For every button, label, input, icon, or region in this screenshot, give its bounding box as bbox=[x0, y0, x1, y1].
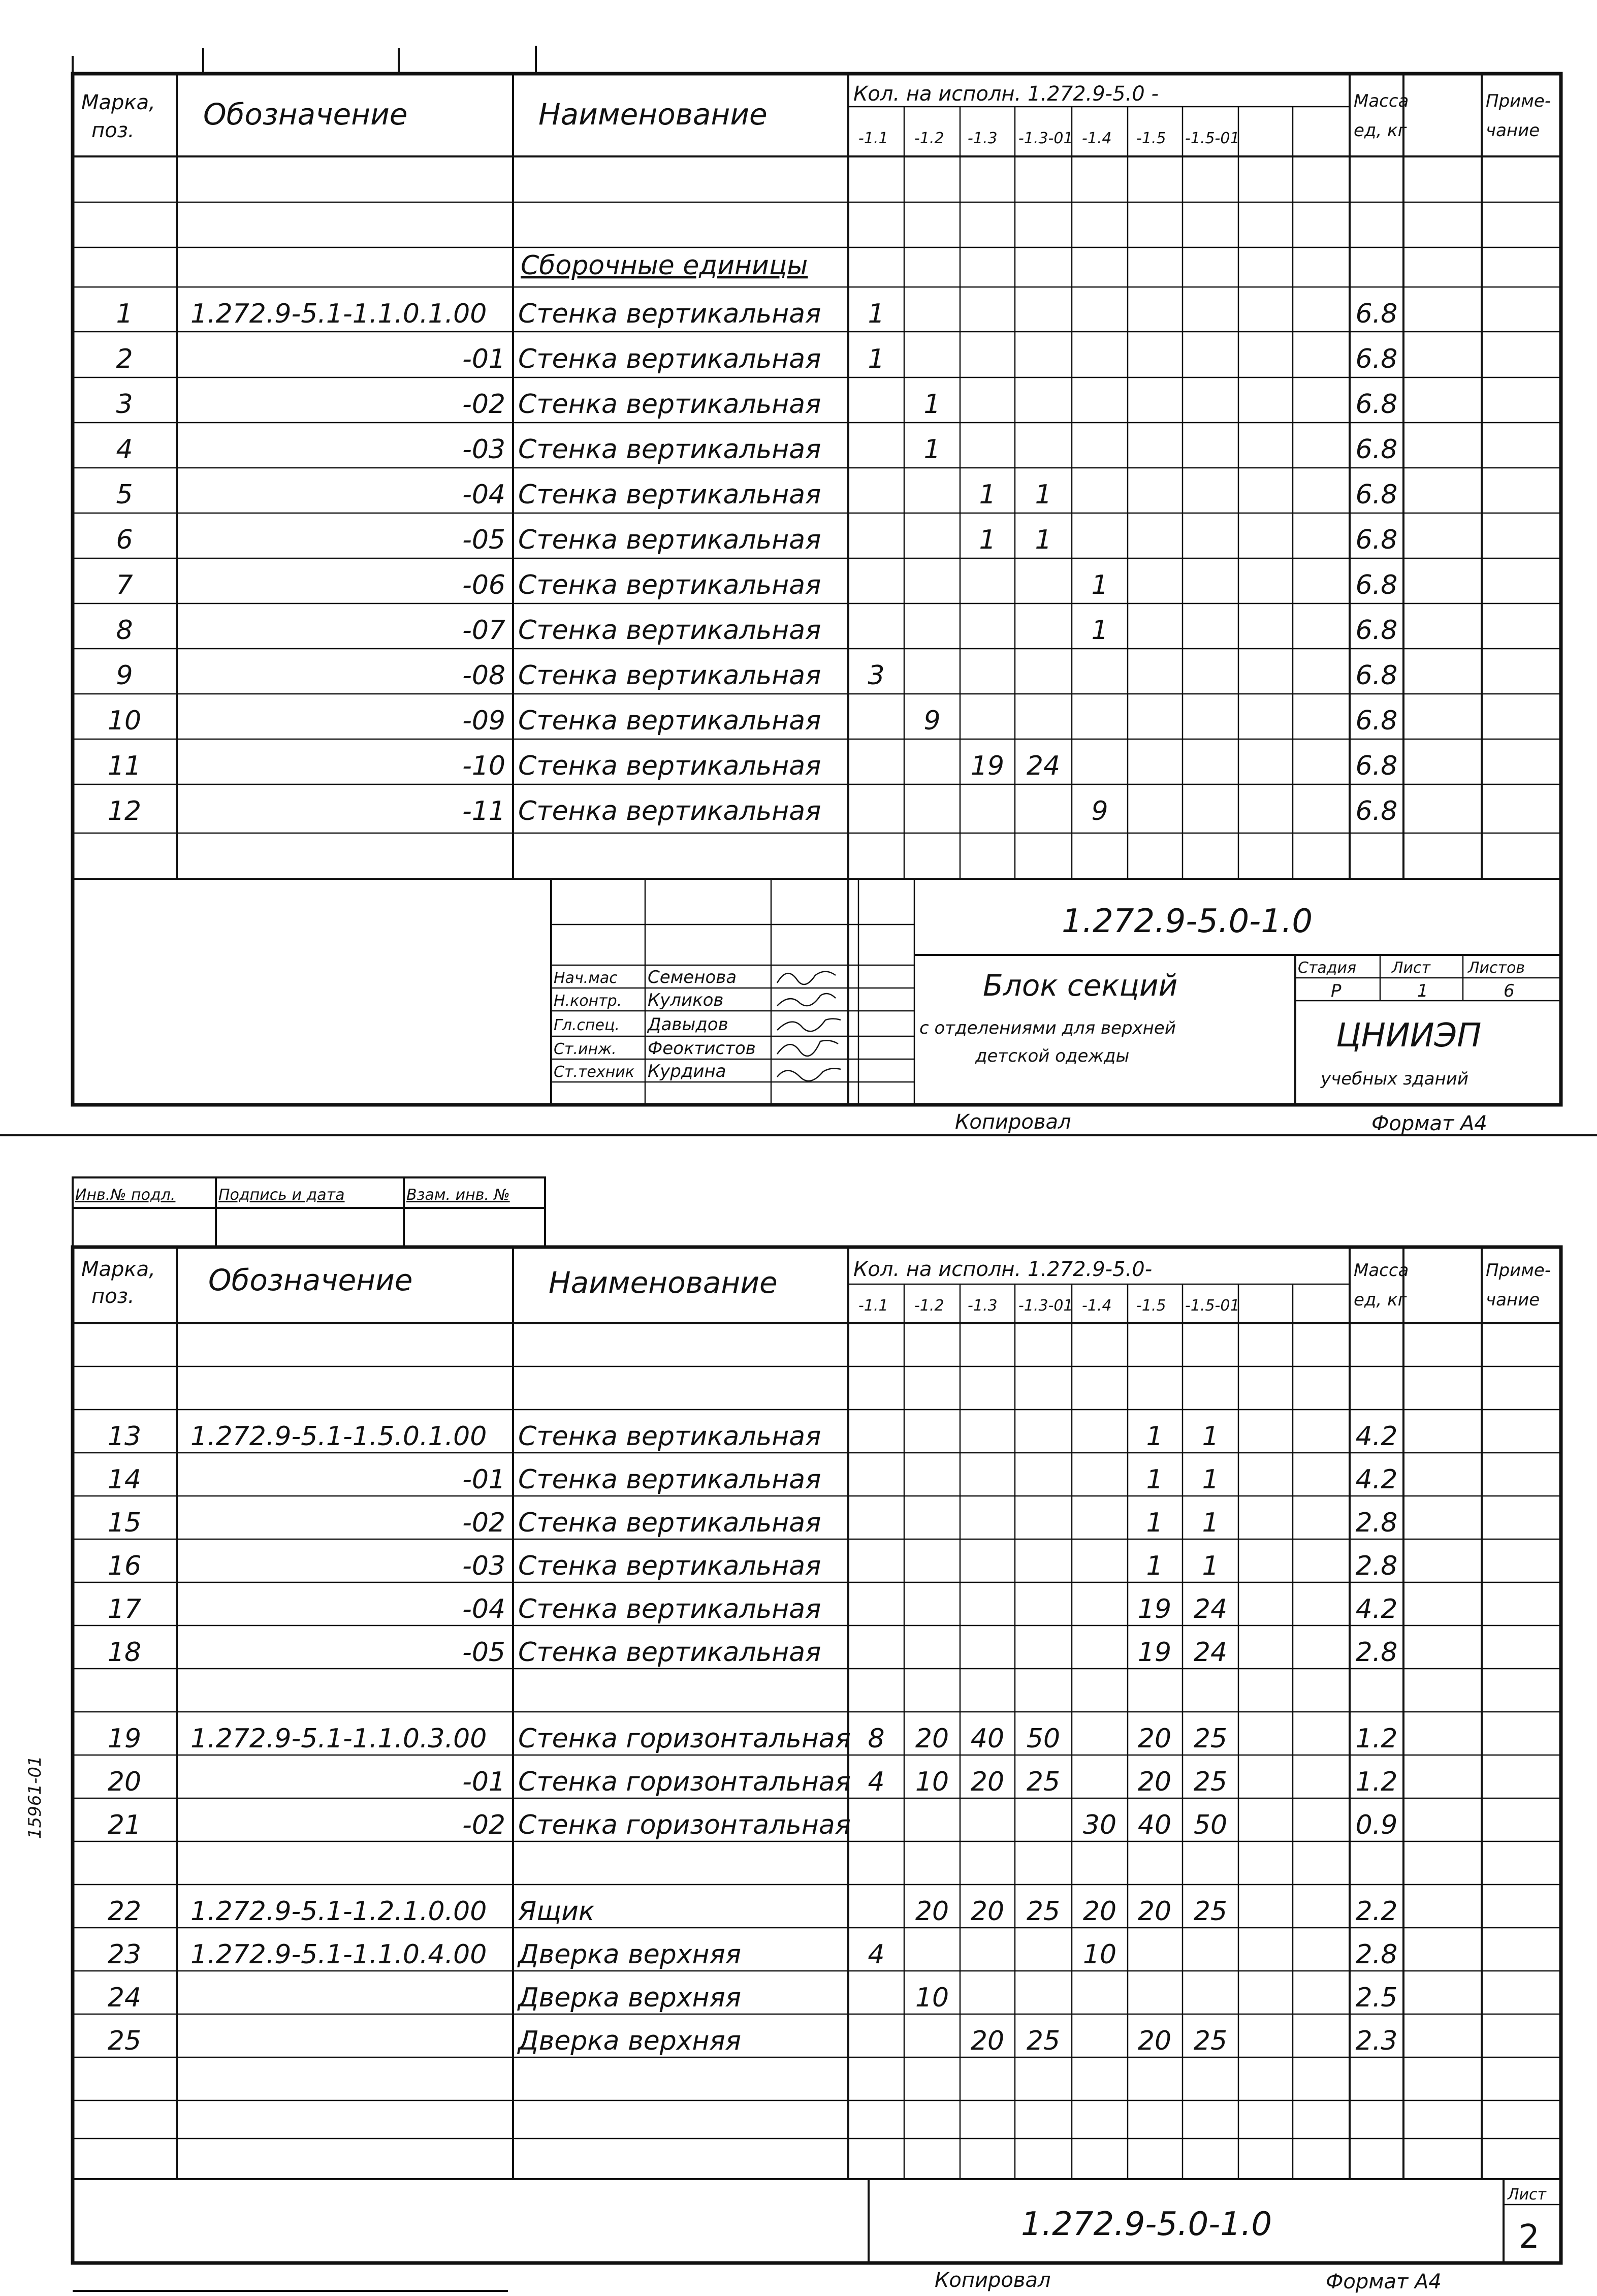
variant-label: -1.4 bbox=[1082, 1297, 1112, 1315]
row-pos: 25 bbox=[107, 2026, 142, 2056]
row-pos: 15 bbox=[107, 1508, 142, 1538]
sheet-label: Лист bbox=[1392, 959, 1431, 977]
row-designation: -01 bbox=[462, 1767, 505, 1797]
row-mass: 6.8 bbox=[1355, 389, 1398, 420]
row-qty: 19 bbox=[970, 751, 1005, 781]
row-mass: 2.8 bbox=[1355, 1637, 1398, 1668]
doc-code: 1.272.9-5.0-1.0 bbox=[1021, 2206, 1272, 2243]
row-qty: 50 bbox=[1026, 1724, 1061, 1754]
row-designation: -03 bbox=[462, 434, 505, 465]
row-qty: 1 bbox=[923, 389, 941, 420]
row-designation: -06 bbox=[462, 570, 505, 600]
doc-code: 1.272.9-5.0-1.0 bbox=[1062, 903, 1313, 940]
row-name: Стенка вертикальная bbox=[518, 796, 821, 826]
row-name: Дверка верхняя bbox=[518, 1939, 742, 1970]
designation-label: Обозначение bbox=[203, 97, 408, 132]
signer-name: Давыдов bbox=[648, 1014, 728, 1035]
row-qty: 1 bbox=[979, 525, 996, 555]
format-label: Формат А4 bbox=[1371, 1112, 1487, 1135]
row-qty: 24 bbox=[1193, 1594, 1228, 1624]
row-designation: 1.272.9-5.1-1.5.0.1.00 bbox=[190, 1421, 487, 1452]
row-mass: 2.5 bbox=[1355, 1983, 1398, 2013]
row-designation: -05 bbox=[462, 1637, 505, 1668]
row-designation: -04 bbox=[462, 480, 505, 510]
row-qty: 25 bbox=[1193, 2026, 1228, 2056]
row-name: Стенка вертикальная bbox=[518, 1551, 821, 1581]
row-mass: 6.8 bbox=[1355, 299, 1398, 329]
designation-label: Обозначение bbox=[208, 1263, 413, 1297]
row-mass: 6.8 bbox=[1355, 796, 1398, 826]
format-label: Формат А4 bbox=[1326, 2270, 1442, 2293]
row-qty: 1 bbox=[979, 480, 996, 510]
row-mass: 6.8 bbox=[1355, 751, 1398, 781]
row-mass: 4.2 bbox=[1355, 1464, 1398, 1495]
row-qty: 1 bbox=[923, 434, 941, 465]
row-qty: 25 bbox=[1026, 1767, 1061, 1797]
row-qty: 40 bbox=[970, 1724, 1005, 1754]
approval-stamp bbox=[73, 1177, 545, 1247]
row-mass: 4.2 bbox=[1355, 1421, 1398, 1452]
signer-name: Курдина bbox=[648, 1061, 726, 1081]
role-label: Нач.мас bbox=[554, 969, 618, 987]
title-line-1: Блок секций bbox=[983, 968, 1178, 1003]
row-mass: 0.9 bbox=[1355, 1810, 1398, 1840]
row-pos: 22 bbox=[107, 1896, 142, 1927]
row-pos: 23 bbox=[107, 1939, 142, 1970]
row-name: Стенка вертикальная bbox=[518, 1508, 821, 1538]
row-mass: 1.2 bbox=[1355, 1724, 1398, 1754]
variant-label: -1.2 bbox=[914, 130, 944, 147]
stage-value: Р bbox=[1331, 981, 1342, 1001]
row-designation: 1.272.9-5.1-1.1.0.1.00 bbox=[190, 299, 487, 329]
sign-date-label: Подпись и дата bbox=[218, 1186, 345, 1204]
row-name: Стенка вертикальная bbox=[518, 1637, 821, 1668]
row-qty: 20 bbox=[915, 1896, 949, 1927]
sheet-2-header bbox=[73, 1247, 1561, 2179]
inv-label: Инв.№ подл. bbox=[75, 1186, 176, 1204]
row-qty: 10 bbox=[1082, 1939, 1117, 1970]
title-line-2: с отделениями для верхней bbox=[919, 1018, 1176, 1038]
row-qty: 25 bbox=[1193, 1896, 1228, 1927]
sheet-value: 1 bbox=[1417, 981, 1428, 1001]
row-pos: 16 bbox=[107, 1551, 142, 1581]
row-name: Стенка горизонтальная bbox=[518, 1724, 851, 1754]
variant-label: -1.5-01 bbox=[1185, 130, 1240, 147]
org-name: ЦНИИЭП bbox=[1336, 1017, 1482, 1055]
row-qty: 25 bbox=[1026, 1896, 1061, 1927]
row-name: Стенка вертикальная bbox=[518, 434, 821, 465]
row-name: Ящик bbox=[518, 1896, 595, 1927]
row-name: Стенка горизонтальная bbox=[518, 1767, 851, 1797]
row-designation: -11 bbox=[462, 796, 505, 826]
row-pos: 8 bbox=[116, 615, 133, 646]
row-pos: 4 bbox=[116, 434, 133, 465]
row-qty: 1 bbox=[1146, 1508, 1163, 1538]
row-pos: 2 bbox=[116, 344, 133, 374]
row-mass: 6.8 bbox=[1355, 706, 1398, 736]
row-mass: 6.8 bbox=[1355, 570, 1398, 600]
row-qty: 25 bbox=[1193, 1767, 1228, 1797]
note-label: Приме- bbox=[1486, 1260, 1551, 1281]
copied-label: Копировал bbox=[935, 2269, 1051, 2292]
row-qty: 1 bbox=[1202, 1421, 1219, 1452]
variant-label: -1.3-01 bbox=[1018, 1297, 1073, 1315]
variant-label: -1.2 bbox=[914, 1297, 944, 1315]
note-label-2: чание bbox=[1486, 120, 1540, 141]
row-designation: -04 bbox=[462, 1594, 505, 1624]
row-qty: 25 bbox=[1193, 1724, 1228, 1754]
row-qty: 20 bbox=[1082, 1896, 1117, 1927]
role-label: Ст.инж. bbox=[554, 1040, 617, 1058]
row-qty: 30 bbox=[1082, 1810, 1117, 1840]
row-name: Дверка верхняя bbox=[518, 2026, 742, 2056]
row-qty: 19 bbox=[1137, 1637, 1172, 1668]
row-qty: 20 bbox=[1137, 1724, 1172, 1754]
row-pos: 14 bbox=[107, 1464, 142, 1495]
row-designation: -08 bbox=[462, 660, 505, 691]
note-label-2: чание bbox=[1486, 1290, 1540, 1310]
row-designation: -10 bbox=[462, 751, 505, 781]
row-designation: 1.272.9-5.1-1.1.0.3.00 bbox=[190, 1724, 487, 1754]
row-qty: 10 bbox=[915, 1767, 949, 1797]
row-qty: 1 bbox=[1202, 1551, 1219, 1581]
row-qty: 50 bbox=[1193, 1810, 1228, 1840]
row-qty: 20 bbox=[1137, 1896, 1172, 1927]
row-qty: 20 bbox=[915, 1724, 949, 1754]
row-qty: 20 bbox=[970, 1767, 1005, 1797]
variant-label: -1.3 bbox=[968, 130, 998, 147]
sheet-2-rows bbox=[108, 1421, 1397, 2056]
row-name: Стенка вертикальная bbox=[518, 389, 821, 420]
row-qty: 1 bbox=[1035, 525, 1052, 555]
org-subname: учебных зданий bbox=[1321, 1069, 1468, 1089]
sheets-label: Листов bbox=[1468, 959, 1525, 977]
row-pos: 12 bbox=[107, 796, 142, 826]
mass-label: Масса bbox=[1354, 1260, 1409, 1281]
row-pos: 20 bbox=[107, 1767, 142, 1797]
qty-label: Кол. на исполн. 1.272.9-5.0 - bbox=[853, 82, 1159, 106]
row-qty: 1 bbox=[1146, 1421, 1163, 1452]
row-qty: 1 bbox=[1146, 1551, 1163, 1581]
row-name: Стенка вертикальная bbox=[518, 751, 821, 781]
mass-unit-label: ед, кг bbox=[1354, 120, 1407, 141]
row-mass: 6.8 bbox=[1355, 660, 1398, 691]
row-qty: 40 bbox=[1137, 1810, 1172, 1840]
role-label: Н.контр. bbox=[554, 992, 622, 1010]
row-mass: 6.8 bbox=[1355, 480, 1398, 510]
row-mass: 2.3 bbox=[1355, 2026, 1398, 2056]
row-pos: 5 bbox=[116, 480, 133, 510]
row-mass: 1.2 bbox=[1355, 1767, 1398, 1797]
row-mass: 6.8 bbox=[1355, 615, 1398, 646]
row-name: Стенка вертикальная bbox=[518, 706, 821, 736]
row-mass: 2.2 bbox=[1355, 1896, 1398, 1927]
row-qty: 1 bbox=[868, 299, 885, 329]
variant-label: -1.1 bbox=[858, 130, 888, 147]
row-qty: 19 bbox=[1137, 1594, 1172, 1624]
row-qty: 9 bbox=[1091, 796, 1108, 826]
row-qty: 9 bbox=[923, 706, 941, 736]
sheet-2 bbox=[25, 1177, 1561, 2293]
row-qty: 8 bbox=[868, 1724, 885, 1754]
mass-label: Масса bbox=[1354, 91, 1409, 111]
row-qty: 1 bbox=[1091, 615, 1108, 646]
sheet-label: Лист bbox=[1508, 2186, 1547, 2204]
row-name: Стенка вертикальная bbox=[518, 660, 821, 691]
section-title: Сборочные единицы bbox=[521, 250, 808, 281]
sheets-value: 6 bbox=[1504, 981, 1515, 1001]
row-pos: 6 bbox=[116, 525, 133, 555]
row-qty: 4 bbox=[868, 1767, 885, 1797]
row-qty: 25 bbox=[1026, 2026, 1061, 2056]
row-qty: 24 bbox=[1193, 1637, 1228, 1668]
exchange-label: Взам. инв. № bbox=[406, 1186, 510, 1204]
pos-label: поз. bbox=[91, 1285, 135, 1308]
variant-label: -1.5-01 bbox=[1185, 1297, 1240, 1315]
row-designation: -01 bbox=[462, 1464, 505, 1495]
row-name: Стенка вертикальная bbox=[518, 1594, 821, 1624]
row-pos: 17 bbox=[107, 1594, 142, 1624]
row-name: Стенка вертикальная bbox=[518, 570, 821, 600]
mass-unit-label: ед, кг bbox=[1354, 1290, 1407, 1310]
row-pos: 13 bbox=[107, 1421, 142, 1452]
signer-name: Куликов bbox=[648, 990, 724, 1010]
row-qty: 20 bbox=[970, 1896, 1005, 1927]
title-line-3: детской одежды bbox=[975, 1046, 1130, 1066]
variant-label: -1.1 bbox=[858, 1297, 888, 1315]
pos-label: поз. bbox=[91, 119, 135, 142]
name-label: Наименование bbox=[538, 97, 768, 132]
copied-label: Копировал bbox=[955, 1110, 1071, 1134]
name-label: Наименование bbox=[549, 1265, 778, 1300]
row-name: Стенка вертикальная bbox=[518, 1464, 821, 1495]
row-name: Стенка вертикальная bbox=[518, 344, 821, 374]
signer-name: Феоктистов bbox=[648, 1038, 756, 1059]
row-pos: 19 bbox=[107, 1724, 142, 1754]
row-mass: 2.8 bbox=[1355, 1551, 1398, 1581]
row-name: Стенка вертикальная bbox=[518, 525, 821, 555]
row-name: Стенка вертикальная bbox=[518, 1421, 821, 1452]
signer-name: Семенова bbox=[648, 967, 737, 987]
sheet-1-title-block bbox=[551, 879, 1561, 1105]
row-designation: -05 bbox=[462, 525, 505, 555]
row-qty: 20 bbox=[1137, 2026, 1172, 2056]
row-pos: 24 bbox=[107, 1983, 142, 2013]
row-designation: -02 bbox=[462, 1508, 505, 1538]
row-name: Стенка горизонтальная bbox=[518, 1810, 851, 1840]
row-mass: 2.8 bbox=[1355, 1939, 1398, 1970]
row-designation: -09 bbox=[462, 706, 505, 736]
row-designation: -03 bbox=[462, 1551, 505, 1581]
row-designation: 1.272.9-5.1-1.1.0.4.00 bbox=[190, 1939, 487, 1970]
row-qty: 4 bbox=[868, 1939, 885, 1970]
sheet-2-title-block bbox=[869, 2179, 1561, 2263]
mark-label: Марка, bbox=[81, 91, 155, 114]
row-pos: 18 bbox=[107, 1637, 142, 1668]
row-designation: -02 bbox=[462, 389, 505, 420]
row-mass: 6.8 bbox=[1355, 434, 1398, 465]
row-qty: 3 bbox=[868, 660, 885, 691]
row-qty: 1 bbox=[1035, 480, 1052, 510]
variant-label: -1.4 bbox=[1082, 130, 1112, 147]
role-label: Ст.техник bbox=[554, 1063, 634, 1081]
row-designation: 1.272.9-5.1-1.2.1.0.00 bbox=[190, 1896, 487, 1927]
row-qty: 1 bbox=[1091, 570, 1108, 600]
variant-label: -1.5 bbox=[1136, 1297, 1166, 1315]
row-name: Стенка вертикальная bbox=[518, 615, 821, 646]
row-name: Дверка верхняя bbox=[518, 1983, 742, 2013]
variant-label: -1.5 bbox=[1136, 130, 1166, 147]
stage-label: Стадия bbox=[1298, 959, 1357, 977]
row-qty: 1 bbox=[1202, 1508, 1219, 1538]
sheet-number: 2 bbox=[1519, 2218, 1540, 2256]
row-pos: 9 bbox=[116, 660, 133, 691]
row-designation: -01 bbox=[462, 344, 505, 374]
row-mass: 6.8 bbox=[1355, 525, 1398, 555]
row-qty: 24 bbox=[1026, 751, 1061, 781]
margin-code: 15961-01 bbox=[25, 1756, 45, 1839]
row-pos: 3 bbox=[116, 389, 133, 420]
row-qty: 1 bbox=[1202, 1464, 1219, 1495]
row-pos: 11 bbox=[107, 751, 142, 781]
row-pos: 10 bbox=[107, 706, 142, 736]
sheet-1 bbox=[73, 46, 1561, 1135]
row-pos: 1 bbox=[116, 299, 133, 329]
mark-label: Марка, bbox=[81, 1258, 155, 1281]
row-pos: 7 bbox=[116, 570, 133, 600]
row-qty: 10 bbox=[915, 1983, 949, 2013]
row-qty: 20 bbox=[1137, 1767, 1172, 1797]
variant-label: -1.3 bbox=[968, 1297, 998, 1315]
row-qty: 20 bbox=[970, 2026, 1005, 2056]
row-mass: 6.8 bbox=[1355, 344, 1398, 374]
row-designation: -07 bbox=[462, 615, 505, 646]
variant-label: -1.3-01 bbox=[1018, 130, 1073, 147]
row-name: Стенка вертикальная bbox=[518, 299, 821, 329]
row-qty: 1 bbox=[868, 344, 885, 374]
role-label: Гл.спец. bbox=[554, 1016, 620, 1034]
row-qty: 1 bbox=[1146, 1464, 1163, 1495]
row-mass: 4.2 bbox=[1355, 1594, 1398, 1624]
row-designation: -02 bbox=[462, 1810, 505, 1840]
row-pos: 21 bbox=[107, 1810, 142, 1840]
note-label: Приме- bbox=[1486, 91, 1551, 111]
row-mass: 2.8 bbox=[1355, 1508, 1398, 1538]
row-name: Стенка вертикальная bbox=[518, 480, 821, 510]
qty-label: Кол. на исполн. 1.272.9-5.0- bbox=[853, 1258, 1153, 1281]
